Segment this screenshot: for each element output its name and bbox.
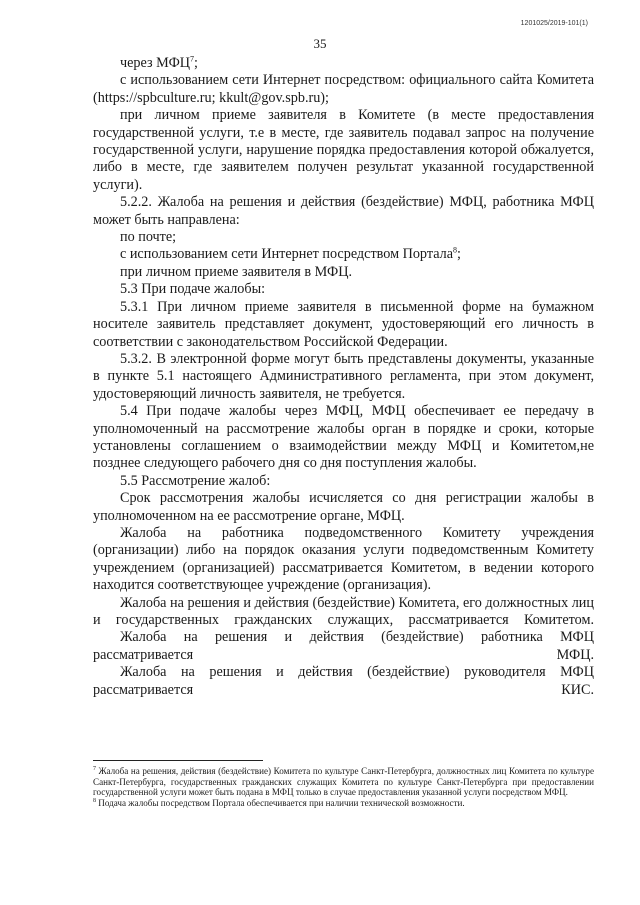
document-body bbox=[93, 55, 594, 699]
footnote: $^8$ Подача жалобы посредством Портала обеспечивается при наличии технической возможности. bbox=[93, 797, 465, 808]
footnote-ref[interactable]: 8 bbox=[453, 245, 458, 255]
paragraph: с использованием сети Интернет посредством Портала$^8$; bbox=[120, 245, 461, 263]
section-heading: 5.3 При подаче жалобы: bbox=[120, 281, 266, 298]
paragraph: 5.2.2. Жалоба на решения и действия (бездействие) МФЦ, работника МФЦ может быть направлена: bbox=[93, 194, 594, 228]
page-number: 35 bbox=[313, 36, 327, 51]
footnote-number: 8 bbox=[93, 797, 96, 804]
paragraph: Срок рассмотрения жалобы исчисляется со дня регистрации жалобы в уполномоченном на ее рассмотрение органе, МФЦ. bbox=[93, 490, 594, 524]
paragraph: 5.3.1 При личном приеме заявителя в письменной форме на бумажном носителе заявитель представляет документ, удостоверяющий его личность в соответствии с законодательством Российской Федерации. bbox=[93, 298, 594, 350]
paragraph: по почте; bbox=[120, 229, 177, 246]
paragraph: 5.4 При подаче жалобы через МФЦ, МФЦ обеспечивает ее передачу в уполномоченный на рассмотрение жалобы орган в порядке и сроки, которые установлены соглашением о взаимодействии между МФЦ и Комитетом,не позднее следующего рабочего дня со дня поступления жалобы. bbox=[93, 403, 594, 472]
footnote-divider bbox=[93, 760, 263, 761]
footnote-ref[interactable]: 7 bbox=[190, 54, 195, 64]
paragraph: с использованием сети Интернет посредством: официального сайта Комитета (https://spbculture.ru; kkult@gov.spb.ru); bbox=[93, 72, 594, 106]
section-heading: 5.5 Рассмотрение жалоб: bbox=[120, 472, 271, 489]
paragraph: Жалоба на работника подведомственного Комитету учреждения (организации) либо на порядок оказания услуги подведомственным Комитету учреждением (организацией) рассматривается Комитетом, в ведении которого находится соответствующее учреждение (организация). bbox=[93, 524, 594, 594]
paragraph: Жалоба на решения и действия (бездействие) руководителя МФЦ рассматривается КИС. bbox=[93, 664, 594, 698]
paragraph: Жалоба на решения и действия (бездействие) Комитета, его должностных лиц и государственных гражданских служащих, рассматривается Комитетом. bbox=[93, 594, 594, 628]
footnote: $^7$ Жалоба на решения, действия (бездействие) Комитета по культуре Санкт-Петербурга, должностных лиц Комитета по культуре Санкт-Петербурга, государственных гражданских служащих Комитета по культуре Санкт-Петербурга при предоставлении государственной услуги может быть подана в МФЦ только в случае предоставления указанной услуги посредством МФЦ. bbox=[93, 765, 594, 798]
footnotes bbox=[93, 766, 594, 808]
paragraph: 5.3.2. В электронной форме могут быть представлены документы, указанные в пункте 5.1 настоящего Административного регламента, при этом документ, удостоверяющий личность заявителя, не требуется. bbox=[93, 350, 594, 402]
footnote-number: 7 bbox=[93, 765, 96, 772]
paragraph: Жалоба на решения и действия (бездействие) работника МФЦ рассматривается МФЦ. bbox=[93, 629, 594, 663]
paragraph: при личном приеме заявителя в Комитете (в месте предоставления государственной услуги, т.е в месте, где заявитель подавал запрос на получение государственной услуги, нарушение порядка предоставления которой обжалуется, либо в месте, где заявителем получен результат указанной государственной услуги). bbox=[93, 107, 594, 193]
document-id: 1201025/2019-101(1) bbox=[520, 20, 588, 27]
paragraph: при личном приеме заявителя в МФЦ. bbox=[120, 263, 353, 280]
paragraph: через МФЦ$^7$; bbox=[120, 54, 198, 71]
